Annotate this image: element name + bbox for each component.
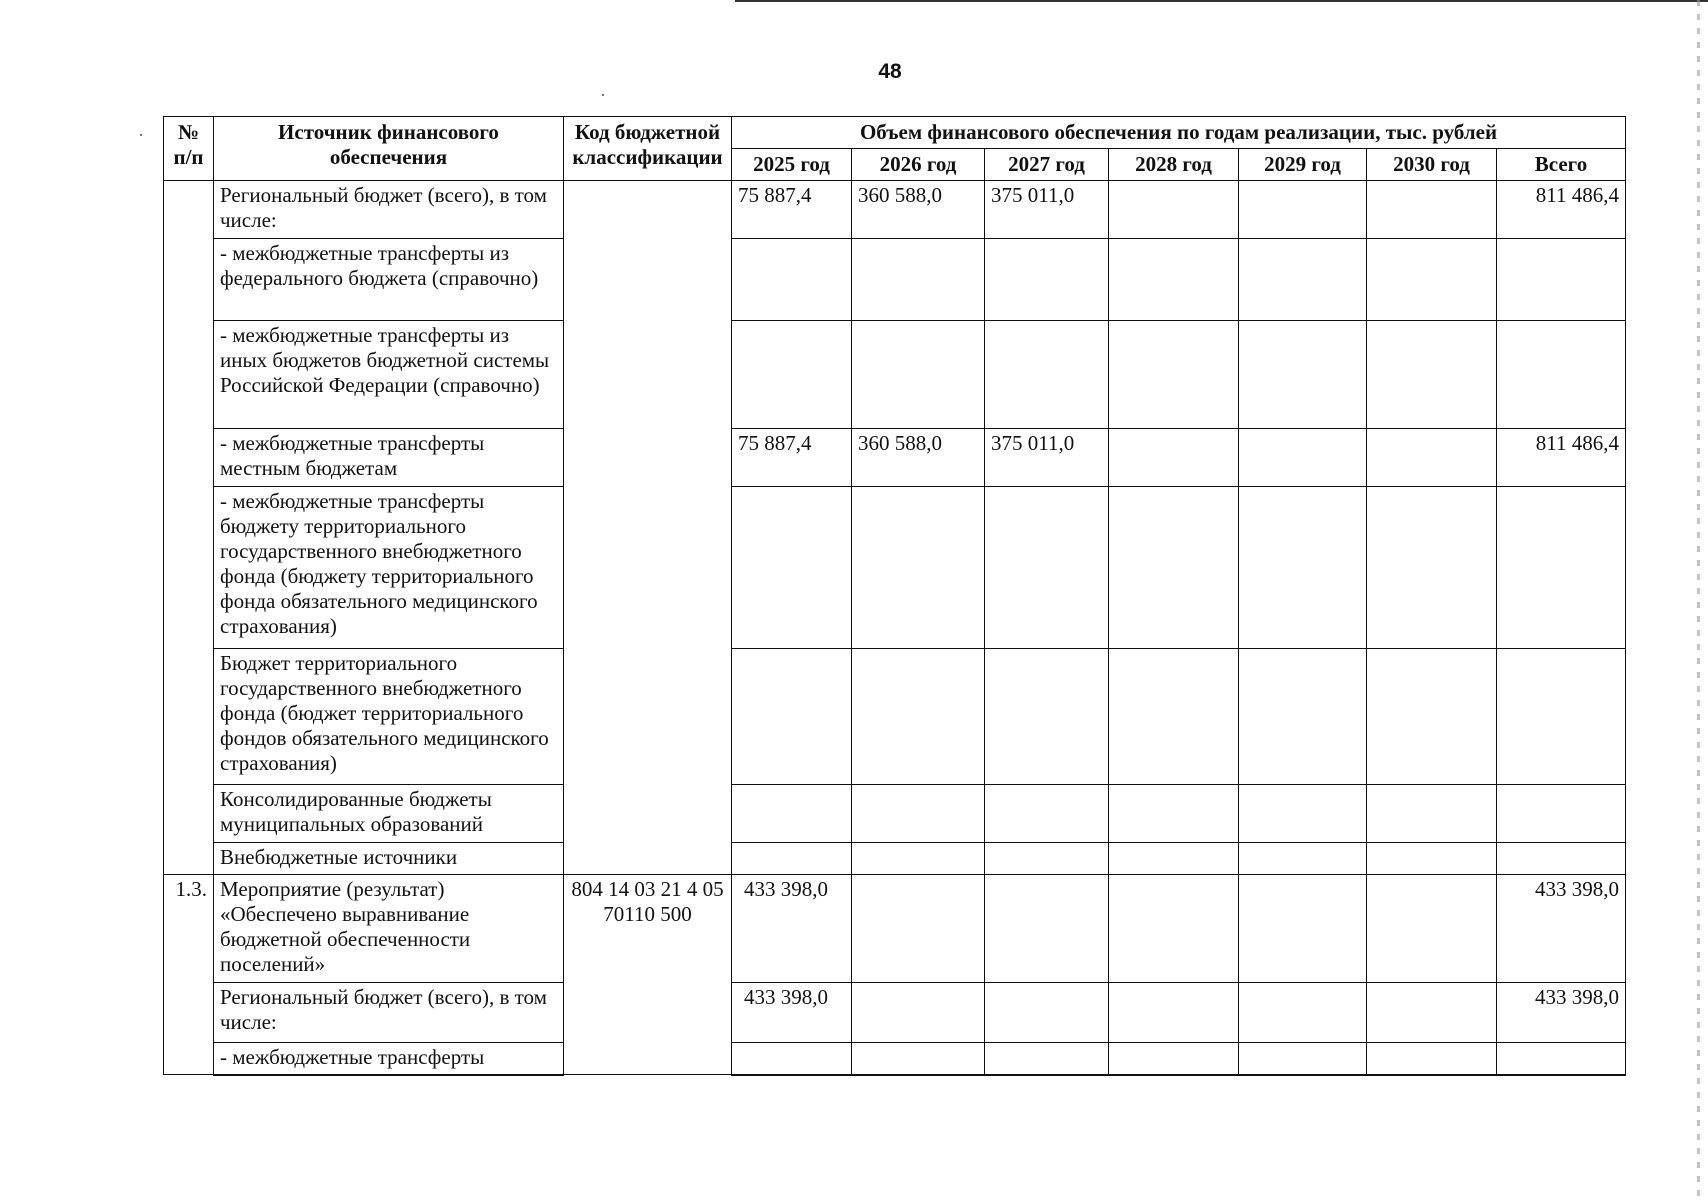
table-row: [164, 649, 1626, 785]
table-row: [164, 321, 1626, 429]
header-total: Всего: [1497, 149, 1626, 181]
value-2026: [852, 843, 985, 875]
value-2027: [985, 785, 1109, 843]
value-2025: [732, 239, 852, 321]
value-2029: [1239, 875, 1367, 983]
header-num: № п/п: [164, 117, 214, 181]
value-2026: [852, 785, 985, 843]
value-2026: [852, 983, 985, 1043]
header-year-2027: 2027 год: [985, 149, 1109, 181]
value-2025: [732, 649, 852, 785]
source-cell: Мероприятие (результат) «Обеспечено выравнивание бюджетной обеспеченности поселений»: [214, 875, 564, 983]
source-cell: Региональный бюджет (всего), в том числе:: [214, 983, 564, 1043]
value-2027: 375 011,0: [985, 429, 1109, 487]
table-row: [164, 843, 1626, 875]
value-2026: [852, 239, 985, 321]
value-2027: [985, 487, 1109, 649]
value-2027: [985, 843, 1109, 875]
value-2026: 360 588,0: [852, 429, 985, 487]
value-2028: [1109, 1043, 1239, 1075]
value-2030: [1367, 983, 1497, 1043]
table-row: [164, 487, 1626, 649]
num-cell: 1.3.: [164, 875, 214, 1075]
header-year-2026: 2026 год: [852, 149, 985, 181]
header-row: [164, 117, 1626, 149]
table-row: [164, 875, 1626, 983]
value-total: [1497, 1043, 1626, 1075]
value-total: [1497, 843, 1626, 875]
value-2029: [1239, 239, 1367, 321]
value-2025: [732, 785, 852, 843]
value-2029: [1239, 983, 1367, 1043]
scan-edge: [1697, 0, 1700, 1200]
code-cell: 804 14 03 21 4 05 70110 500: [564, 875, 732, 1075]
source-cell: Внебюджетные источники: [214, 843, 564, 875]
value-total: [1497, 487, 1626, 649]
value-total: 811 486,4: [1497, 181, 1626, 239]
value-2025: [732, 487, 852, 649]
value-2030: [1367, 239, 1497, 321]
value-2030: [1367, 843, 1497, 875]
source-cell: Региональный бюджет (всего), в том числе:: [214, 181, 564, 239]
value-2026: 360 588,0: [852, 181, 985, 239]
value-2028: [1109, 321, 1239, 429]
value-2028: [1109, 487, 1239, 649]
value-2029: [1239, 429, 1367, 487]
table-row: [164, 785, 1626, 843]
value-2026: [852, 875, 985, 983]
table-row: [164, 983, 1626, 1043]
value-2027: [985, 649, 1109, 785]
value-2025: [732, 321, 852, 429]
value-2030: [1367, 649, 1497, 785]
value-2027: [985, 239, 1109, 321]
value-2025: [732, 1043, 852, 1075]
code-cell: [564, 181, 732, 875]
table-row: [164, 181, 1626, 239]
header-year-2029: 2029 год: [1239, 149, 1367, 181]
value-total: [1497, 649, 1626, 785]
value-2029: [1239, 785, 1367, 843]
value-2026: [852, 649, 985, 785]
value-2028: [1109, 239, 1239, 321]
value-total: 811 486,4: [1497, 429, 1626, 487]
value-2028: [1109, 429, 1239, 487]
value-2030: [1367, 875, 1497, 983]
value-2026: [852, 1043, 985, 1075]
value-total: 433 398,0: [1497, 983, 1626, 1043]
value-2028: [1109, 983, 1239, 1043]
value-2026: [852, 321, 985, 429]
value-2029: [1239, 181, 1367, 239]
source-cell: Консолидированные бюджеты муниципальных образований: [214, 785, 564, 843]
value-2030: [1367, 429, 1497, 487]
source-cell: Бюджет территориального государственного внебюджетного фонда (бюджет территориального фондов обязательного медицинского страхования): [214, 649, 564, 785]
value-2027: 375 011,0: [985, 181, 1109, 239]
top-edge-rule: [735, 0, 1708, 2]
financing-table: [163, 116, 1626, 1076]
value-2027: [985, 983, 1109, 1043]
value-2030: [1367, 785, 1497, 843]
table-row: [164, 429, 1626, 487]
value-2029: [1239, 321, 1367, 429]
header-source: Источник финансового обеспечения: [214, 117, 564, 181]
table-row: [164, 1043, 1626, 1075]
value-2029: [1239, 487, 1367, 649]
value-2027: [985, 1043, 1109, 1075]
num-cell: [164, 181, 214, 875]
value-2028: [1109, 843, 1239, 875]
value-2029: [1239, 1043, 1367, 1075]
value-2028: [1109, 875, 1239, 983]
value-total: [1497, 321, 1626, 429]
source-cell: - межбюджетные трансферты бюджету территориального государственного внебюджетного фонда (бюджету территориального фонда обязательного медицинского страхования): [214, 487, 564, 649]
value-2028: [1109, 649, 1239, 785]
value-2025: 433 398,0: [732, 875, 852, 983]
source-cell: - межбюджетные трансферты местным бюджетам: [214, 429, 564, 487]
value-2025: 433 398,0: [732, 983, 852, 1043]
value-total: [1497, 239, 1626, 321]
value-2025: 75 887,4: [732, 181, 852, 239]
value-total: 433 398,0: [1497, 875, 1626, 983]
value-2030: [1367, 321, 1497, 429]
header-volume: Объем финансового обеспечения по годам реализации, тыс. рублей: [732, 117, 1626, 149]
source-cell: - межбюджетные трансферты из федерального бюджета (справочно): [214, 239, 564, 321]
header-year-2025: 2025 год: [732, 149, 852, 181]
value-2030: [1367, 487, 1497, 649]
table-row: [164, 239, 1626, 321]
value-2030: [1367, 1043, 1497, 1075]
value-total: [1497, 785, 1626, 843]
value-2025: 75 887,4: [732, 429, 852, 487]
value-2027: [985, 875, 1109, 983]
scan-speck: [602, 94, 604, 96]
header-year-2028: 2028 год: [1109, 149, 1239, 181]
value-2027: [985, 321, 1109, 429]
page-number: 48: [878, 60, 902, 83]
header-year-2030: 2030 год: [1367, 149, 1497, 181]
value-2025: [732, 843, 852, 875]
value-2026: [852, 487, 985, 649]
value-2029: [1239, 649, 1367, 785]
value-2030: [1367, 181, 1497, 239]
value-2029: [1239, 843, 1367, 875]
header-code: Код бюджетной классификации: [564, 117, 732, 181]
value-2028: [1109, 181, 1239, 239]
source-cell: - межбюджетные трансферты: [214, 1043, 564, 1075]
source-cell: - межбюджетные трансферты из иных бюджетов бюджетной системы Российской Федерации (справочно): [214, 321, 564, 429]
scan-speck: [140, 134, 142, 136]
value-2028: [1109, 785, 1239, 843]
